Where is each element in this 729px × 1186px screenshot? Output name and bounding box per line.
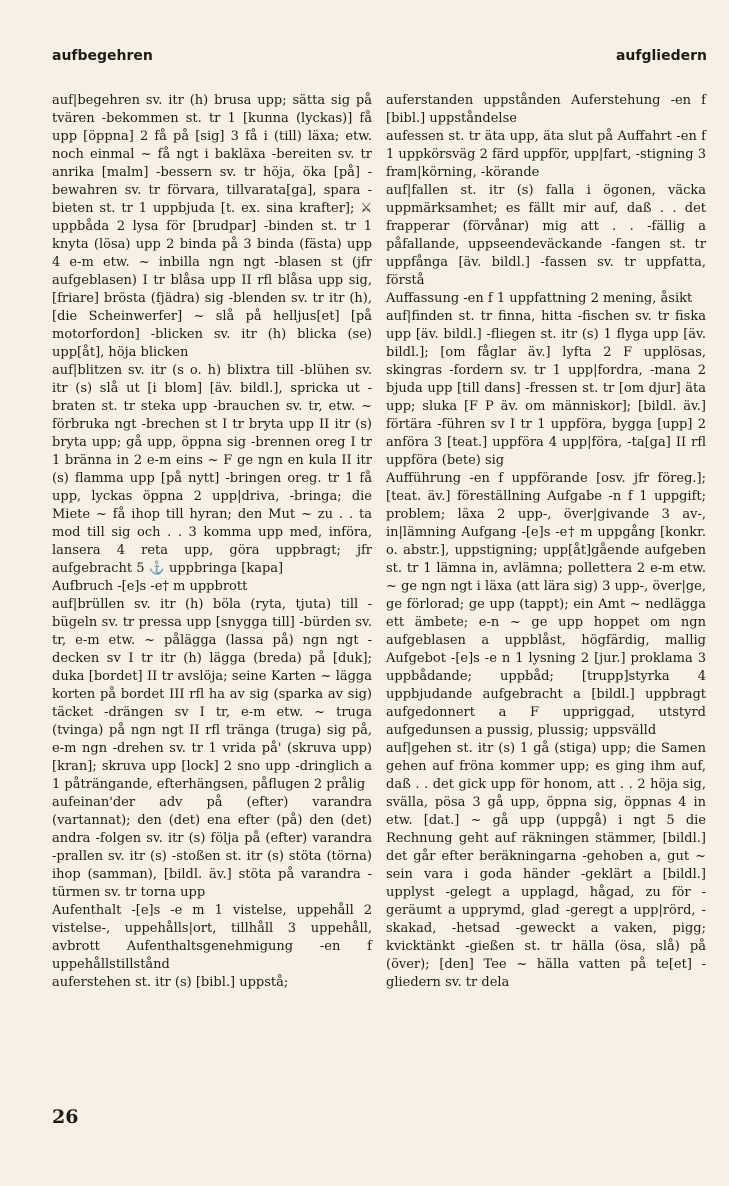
entry-paragraph: auferstehen st. itr (s) [bibl.] uppstå; — [52, 975, 289, 990]
right-column — [386, 92, 706, 992]
entry-paragraph: Aufbruch -[e]s -e† m uppbrott — [52, 579, 248, 594]
header-first-entry: aufbegehren — [52, 48, 153, 64]
entry-paragraph: auf|gehen st. itr (s) 1 gå (stiga) upp; die Samen gehen auf fröna kommer upp; es ging ihm auf, daß . . det gick upp för honom, att . . 2 höja sig, svälla, pösa 3 gå upp, öppna sig, öppnas 4 in etw. [dat.] ~ gå upp (uppgå) i ngt 5 die Rechnung geht auf räkningen stämmer, [bildl.] det går efter beräkningarna -gehoben a, gut ~ sein vara i goda händer -geklärt a [bildl.] upplyst -gelegt a upplagd, hågad, zu för -geräumt a upprymd, glad -geregt a upp|rörd, -skakad, -hetsad -geweckt a vaken, pigg; kvicktänkt -gießen st. tr hälla (ösa, slå) på (över); [den] Tee ~ hälla vatten på te[et] -gliedern sv. tr dela — [386, 741, 706, 990]
entry-paragraph: Aufführung -en f uppförande [osv. jfr föreg.]; [teat. äv.] föreställning Aufgabe -n f 1 uppgift; problem; läxa 2 upp-, över|givande 3 av-, in|lämning Aufgang -[e]s -e† m uppgång [konkr. o. abstr.], uppstigning; upp[åt]gående aufgeben st. tr 1 lämna in, avlämna; pollettera 2 e-m etw. ~ ge ngn ngt i läxa (att lära sig) 3 upp-, över|ge, ge förlorad; ge upp (tappt); ein Amt ~ nedlägga ett ämbete; e-n ~ ge upp hoppet om ngn aufgeblasen a uppblåst, högfärdig, mallig Aufgebot -[e]s -e n 1 lysning 2 [jur.] proklama 3 uppbådande; uppbåd; [trupp]styrka 4 uppbjudande aufgebracht a [bildl.] uppbragt aufgedonnert a F uppriggad, utstyrd aufgedunsen a pussig, plussig; uppsvälld — [386, 471, 706, 738]
entry-paragraph: auferstanden uppstånden Auferstehung -en f [bibl.] uppståndelse — [386, 93, 706, 126]
left-column — [52, 92, 372, 992]
entry-paragraph: auf|fallen st. itr (s) falla i ögonen, väcka uppmärksamhet; es fällt mir auf, daß . . det frapperar (förvånar) mig att . . -fällig a påfallande, uppseendeväckande -fangen st. tr uppfånga [äv. bildl.] -fassen sv. tr uppfatta, förstå — [386, 183, 706, 288]
entry-paragraph: aufeinan'der adv på (efter) varandra (vartannat); den (det) ena efter (på) den (det) andra -folgen sv. itr (s) följa på (efter) varandra -prallen sv. itr (s) -stoßen st. itr (s) stöta (törna) ihop (samman), [bildl. äv.] stöta på varandra -türmen sv. tr torna upp — [52, 795, 372, 900]
page-number: 26 — [52, 1106, 79, 1128]
entry-paragraph: Auffassung -en f 1 uppfattning 2 mening, åsikt — [386, 291, 693, 306]
entry-paragraph: auf|finden st. tr finna, hitta -fischen sv. tr fiska upp [äv. bildl.] -fliegen st. itr (s) 1 flyga upp [äv. bildl.]; [om fåglar äv.] lyfta 2 F upplösas, skingras -fordern sv. tr 1 upp|fordra, -mana 2 bjuda upp [till dans] -fressen st. tr [om djur] äta upp; sluka [F P äv. om människor]; [bildl. äv.] förtära -führen sv I tr 1 uppföra, bygga [upp] 2 anföra 3 [teat.] uppföra 4 upp|föra, -ta[ga] II rfl uppföra (bete) sig — [386, 309, 706, 468]
entry-paragraph: auf|begehren sv. itr (h) brusa upp; sätta sig på tvären -bekommen st. tr 1 [kunna (lyckas)] få upp [öppna] 2 få på [sig] 3 få i (till) läxa; etw. noch einmal ~ få ngt i bakläxa -bereiten sv. tr anrika [malm] -bessern sv. tr höja, öka [på] -bewahren sv. tr förvara, tillvarata[ga], spara -bieten st. tr 1 uppbjuda [t. ex. sina krafter]; ⚔ uppbåda 2 lysa för [brudpar] -binden st. tr 1 knyta (lösa) upp 2 binda på 3 binda (fästa) upp 4 e-m etw. ~ inbilla ngn ngt -blasen st (jfr aufgeblasen) I tr blåsa upp II rfl blåsa upp sig, [friare] brösta (fjädra) sig -blenden sv. tr itr (h), [die Scheinwerfer] ~ slå på helljus[et] [på motorfordon] -blicken sv. itr (h) blicka (se) upp[åt], höja blicken — [52, 93, 372, 360]
entry-paragraph: aufessen st. tr äta upp, äta slut på Auffahrt -en f 1 uppkörsväg 2 färd uppför, upp|fart, -stigning 3 fram|körning, -körande — [386, 129, 706, 180]
dictionary-columns — [52, 92, 707, 992]
entry-paragraph: auf|blitzen sv. itr (s o. h) blixtra till -blühen sv. itr (s) slå ut [i blom] [äv. bildl.], spricka ut -braten st. tr steka upp -brauchen sv. tr, etw. ~ förbruka ngt -brechen st I tr bryta upp II itr (s) bryta upp; gå upp, öppna sig -brennen oreg I tr 1 bränna in 2 e-m eins ~ F ge ngn en kula II itr (s) flamma upp [på nytt] -bringen oreg. tr 1 få upp, lyckas öppna 2 upp|driva, -bringa; die Miete ~ få ihop till hyran; den Mut ~ zu . . ta mod till sig och . . 3 komma upp med, införa, lansera 4 reta upp, göra uppbragt; jfr aufgebracht 5 ⚓ uppbringa [kapa] — [52, 363, 372, 576]
header-last-entry: aufgliedern — [615, 48, 707, 64]
entry-paragraph: Aufenthalt -[e]s -e m 1 vistelse, uppehåll 2 vistelse-, uppehålls|ort, tillhåll 3 uppehåll, avbrott Aufenthaltsgenehmigung -en f uppehållstillstånd — [52, 903, 372, 972]
running-header — [52, 48, 707, 64]
entry-paragraph: auf|brüllen sv. itr (h) böla (ryta, tjuta) till -bügeln sv. tr pressa upp [snygga till] -bürden sv. tr, e-m etw. ~ pålägga (lassa på) ngn ngt -decken sv I tr itr (h) lägga (breda) på [duk]; duka [bordet] II tr avslöja; seine Karten ~ lägga korten på bordet III rfl ha av sig (sparka av sig) täcket -drängen sv I tr, e-m etw. ~ truga (tvinga) på ngn ngt II rfl tränga (truga) sig på, e-m ngn -drehen sv. tr 1 vrida på' (skruva upp) [kran]; skruva upp [lock] 2 sno upp -dringlich a 1 påträngande, efterhängsen, påflugen 2 prålig — [52, 597, 372, 792]
